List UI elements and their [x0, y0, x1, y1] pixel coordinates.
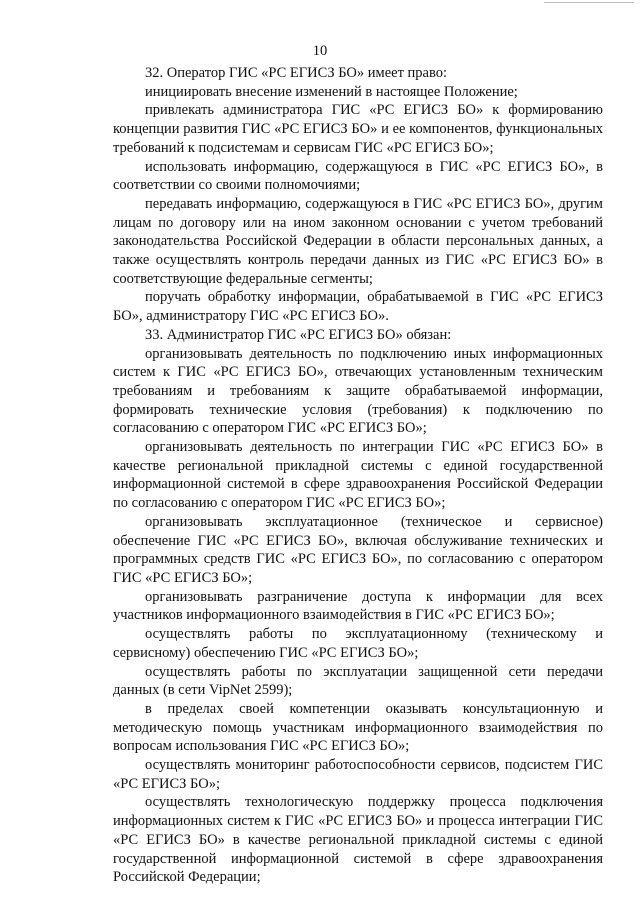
paragraph-item: в пределах своей компетенции оказывать консультационную и методическую помощь участникам информационного взаимодействия по вопросам использования ГИС «РС ЕГИСЗ БО»; [113, 700, 603, 755]
paragraph-item: инициировать внесение изменений в настоящее Положение; [145, 83, 518, 100]
paragraph-item: организовывать деятельность по подключению иных информационных систем к ГИС «РС ЕГИСЗ БО», отвечающих установленным техническим требованиям и требованиям к защите обрабатываемой информации, формировать технические условия (требования) к подключению по согласованию с оператором ГИС «РС ЕГИСЗ БО»; [113, 345, 603, 437]
paragraph-item: осуществлять мониторинг работоспособности сервисов, подсистем ГИС «РС ЕГИСЗ БО»; [113, 757, 603, 792]
paragraph-item: осуществлять технологическую поддержку процесса подключения информационных систем к ГИС «РС ЕГИСЗ БО» и процесса интеграции ГИС «РС ЕГИСЗ БО» в качестве региональной прикладной системы с единой государственной информационной системой в сфере здравоохранения Российской Федерации; [113, 794, 603, 886]
paragraph-item: организовывать разграничение доступа к информации для всех участников информационного взаимодействия в ГИС «РС ЕГИСЗ БО»; [113, 588, 603, 624]
page-number: 10 [312, 43, 328, 59]
paragraph-33-heading: 33. Администратор ГИС «РС ЕГИСЗ БО» обязан: [145, 326, 452, 343]
paragraph-item: организовывать эксплуатационное (техническое и сервисное) обеспечение ГИС «РС ЕГИСЗ БО», включая обслуживание технических и программных средств ГИС «РС ЕГИСЗ БО», по согласованию с оператором ГИС «РС ЕГИСЗ БО»; [113, 513, 603, 586]
paragraph-item: поручать обработку информации, обрабатываемой в ГИС «РС ЕГИСЗ БО», администратору ГИС «РС ЕГИСЗ БО». [113, 289, 603, 325]
paragraph-item: передавать информацию, содержащуюся в ГИС «РС ЕГИСЗ БО», другим лицам по договору или на ином законном основании с учетом требований законодательства Российской Федерации в области персональных данных, а также осуществлять контроль передачи данных из ГИС «РС ЕГИСЗ БО» в соответствующие федеральные сегменты; [113, 195, 603, 287]
document-body [113, 64, 603, 887]
paragraph-item: привлекать администратора ГИС «РС ЕГИСЗ БО» к формированию концепции развития ГИС «РС ЕГИСЗ БО» и ее компонентов, функциональных требований к подсистемам и сервисам ГИС «РС ЕГИСЗ БО»; [113, 102, 603, 156]
paragraph-item: осуществлять работы по эксплуатационному (техническому и сервисному) обеспечению ГИС «РС ЕГИСЗ БО»; [113, 626, 603, 661]
scan-edge-line [544, 2, 634, 3]
paragraph-32-heading: 32. Оператор ГИС «РС ЕГИСЗ БО» имеет право: [145, 65, 448, 81]
paragraph-item: осуществлять работы по эксплуатации защищенной сети передачи данных (в сети VipNet 2599); [113, 663, 603, 699]
paragraph-item: использовать информацию, содержащуюся в ГИС «РС ЕГИСЗ БО», в соответствии со своими полномочиями; [113, 158, 603, 194]
paragraph-item: организовывать деятельность по интеграции ГИС «РС ЕГИСЗ БО» в качестве региональной прикладной системы с единой государственной информационной системой в сфере здравоохранения Российской Федерации по согласованию с оператором ГИС «РС ЕГИСЗ БО»; [113, 439, 603, 512]
